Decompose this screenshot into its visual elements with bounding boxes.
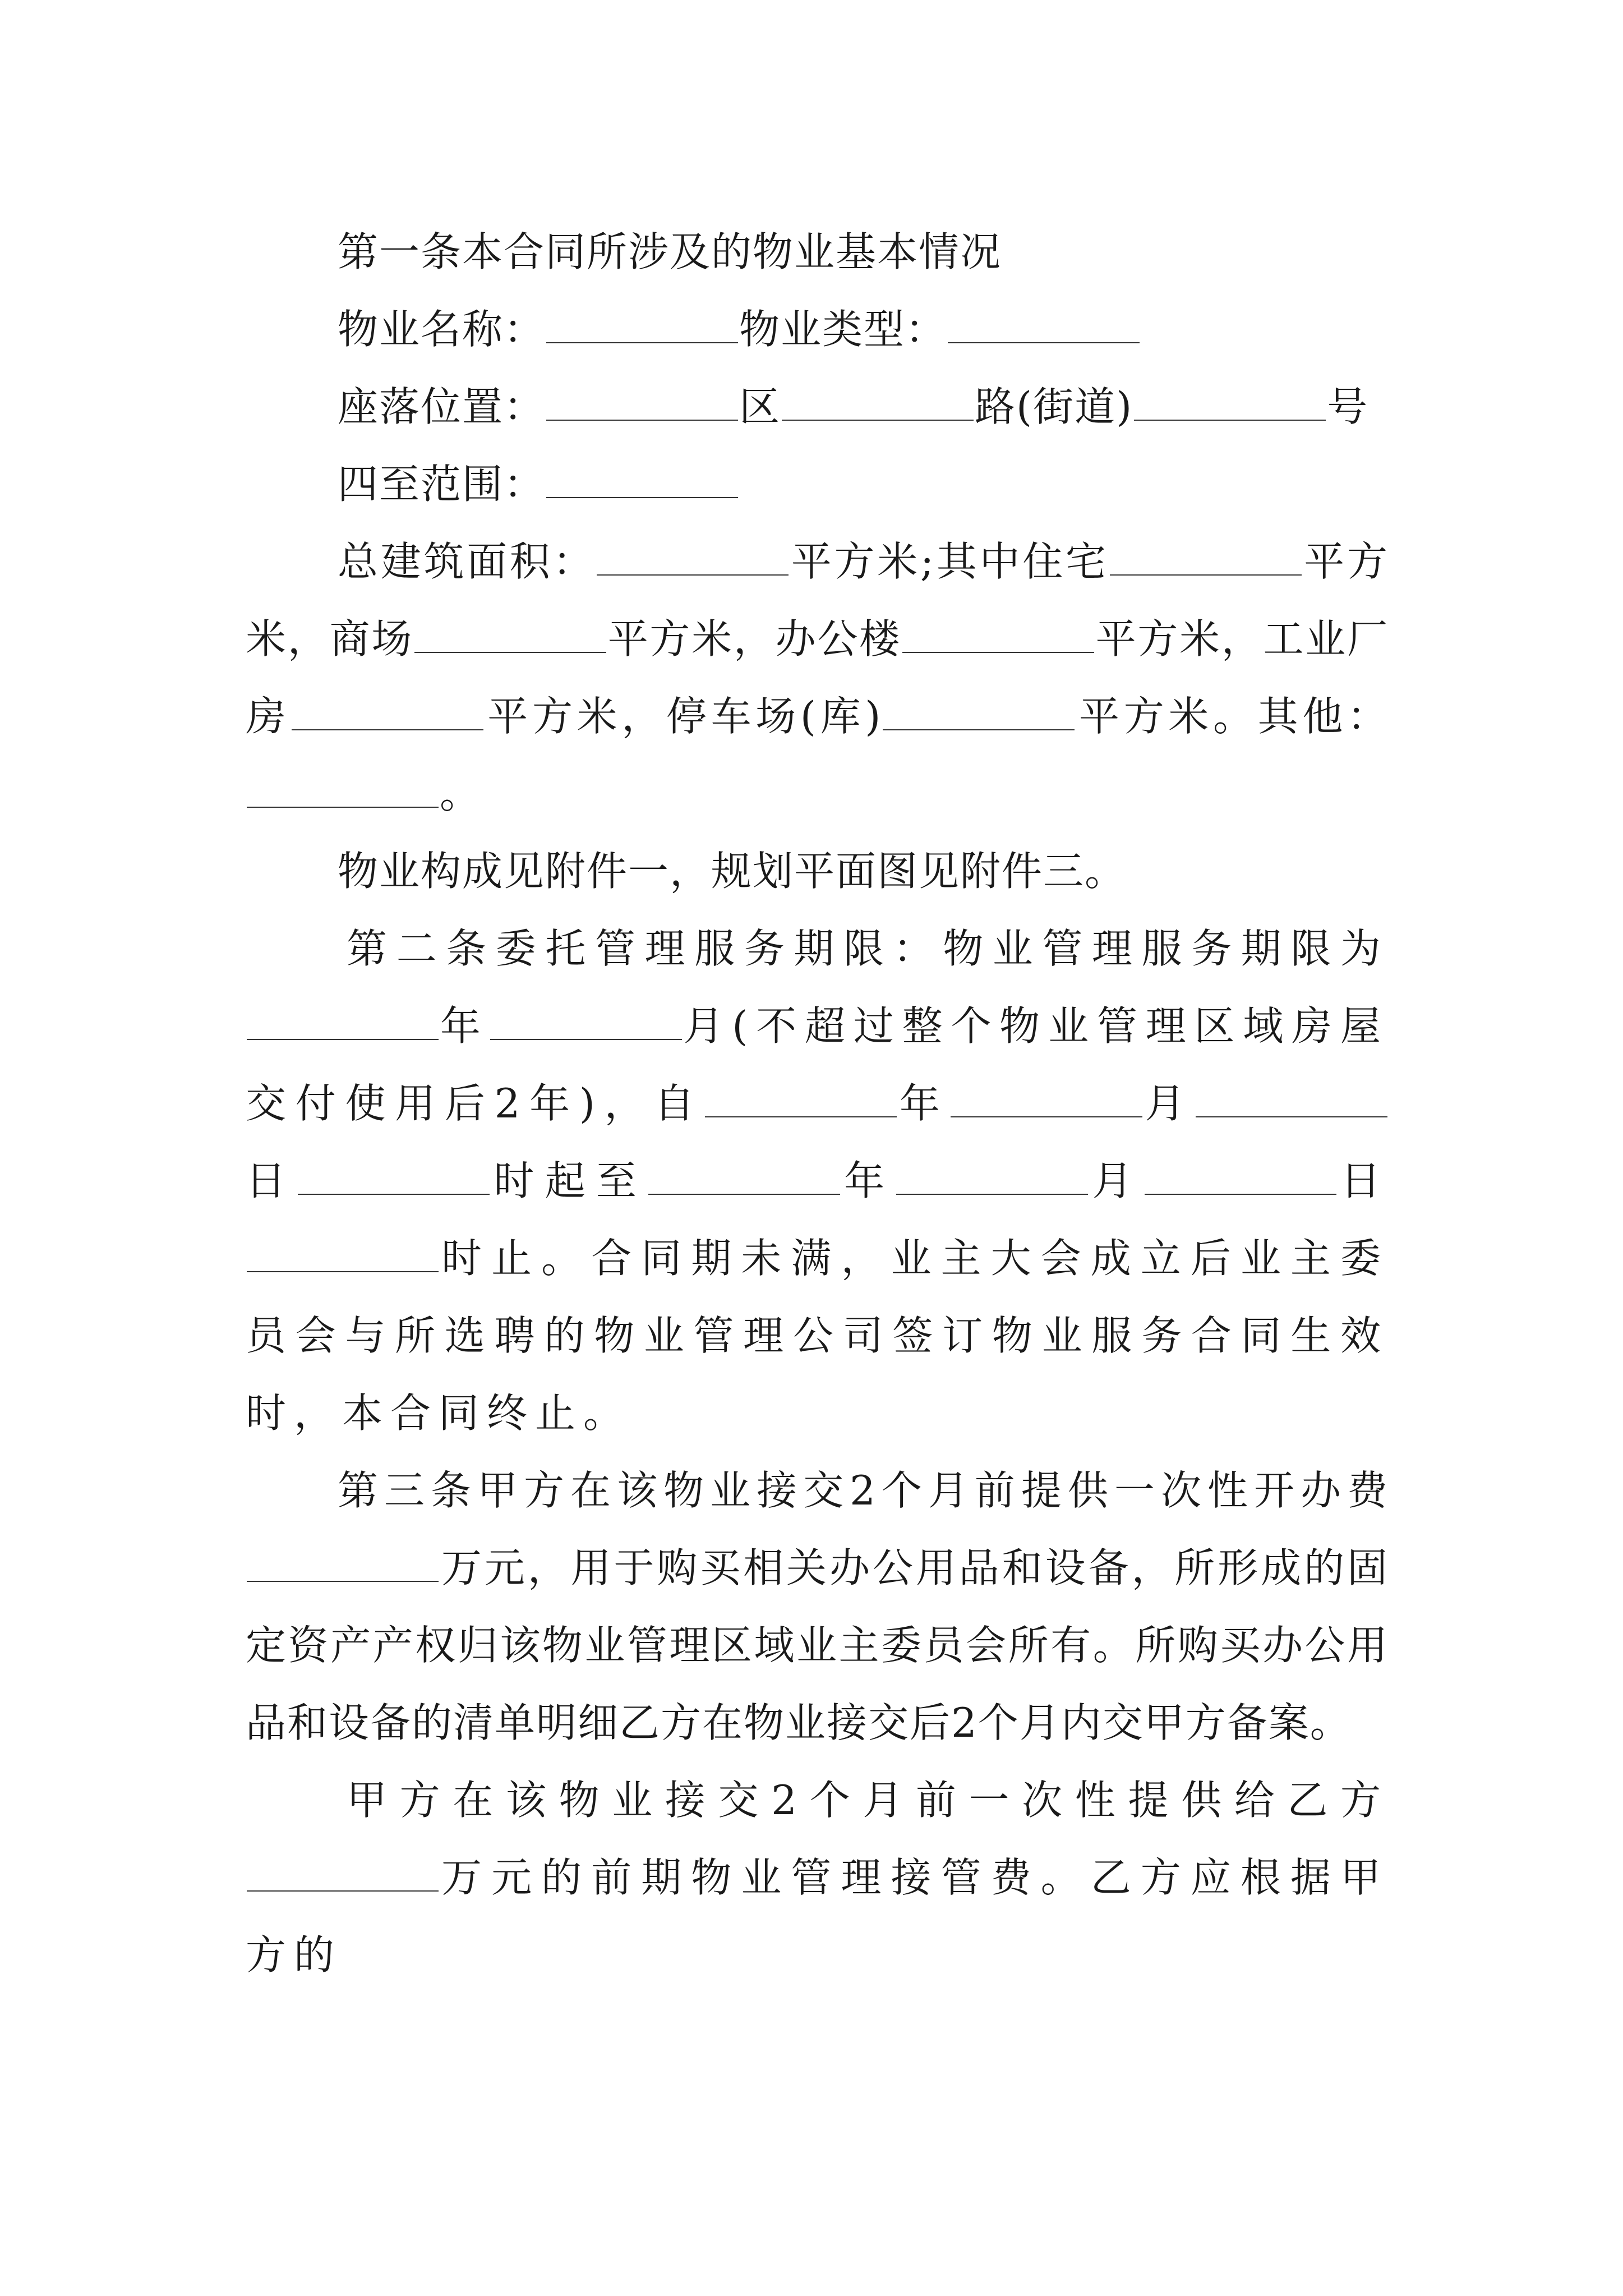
parking-label: 平方米，停车场(库) [484,693,882,740]
end-month-blank[interactable] [896,1159,1088,1195]
term-years-label: 年 [440,1002,489,1050]
number-label: 号 [1327,383,1369,430]
property-type-blank[interactable] [948,307,1140,343]
start-year-label: 年 [898,1080,949,1127]
attachments-line [246,832,1389,910]
setup-fee-blank[interactable] [247,1546,439,1582]
residential-label: 平方米;其中住宅 [790,538,1109,585]
takeover-fee-text: 万元的前期物业管理接管费。乙方应根据甲方的 [246,1854,1389,1978]
end-hour-blank[interactable] [247,1236,439,1272]
road-blank[interactable] [782,385,974,421]
boundary-blank[interactable] [546,462,738,498]
total-area-blank[interactable] [597,540,789,576]
total-area-label: 总建筑面积： [338,538,596,585]
factory-blank[interactable] [292,694,483,730]
factory-label: 平方米，工业厂房 [246,615,1389,740]
takeover-fee-label: 甲方在该物业接交2个月前一次性提供给乙方 [347,1777,1389,1824]
term-end-text: 时止。合同期未满，业主大会成立后业主委员会与所选聘的物业管理公司签订物业服务合同生效时，本合同终止。 [246,1235,1389,1437]
district-label: 区 [739,383,781,430]
location-label: 座落位置： [338,383,546,430]
residential-blank[interactable] [1110,540,1302,576]
end-year-blank[interactable] [648,1159,840,1195]
end-day-blank[interactable] [1145,1159,1336,1195]
attachments-text: 物业构成见附件一，规划平面图见附件三。 [338,848,1127,895]
area-paragraph [246,523,1389,832]
start-year-blank[interactable] [705,1082,897,1117]
parking-blank[interactable] [883,694,1075,730]
start-day-label: 日 [246,1157,297,1204]
start-month-blank[interactable] [951,1082,1142,1117]
article-1-heading [246,213,1389,291]
other-label: 平方米。其他： [1076,693,1389,740]
term-months-label: 月(不超过整个物业管理区域房屋交付使用后2年)，自 [246,1002,1389,1127]
mall-blank[interactable] [414,617,606,653]
start-day-blank[interactable] [1196,1082,1387,1117]
area-end: 。 [440,770,482,817]
office-label: 平方米，办公楼 [607,615,901,662]
property-name-label: 物业名称： [338,306,546,353]
setup-fee-text: 万元，用于购买相关办公用品和设备，所形成的固定资产产权归该物业管理区域业主委员会所有。所购买办公用品和设备的清单明细乙方在物业接交后2个月内交甲方备案。 [246,1544,1389,1746]
boundary-line [246,445,1389,523]
property-type-label: 物业类型： [739,306,947,353]
setup-fee-label: 第三条甲方在该物业接交2个月前提供一次性开办费 [338,1467,1389,1514]
start-hour-blank[interactable] [298,1159,490,1195]
number-blank[interactable] [1134,385,1326,421]
term-label: 第二条委托管理服务期限：物业管理服务期限为 [347,925,1389,972]
article-3-paragraph [246,1452,1389,1761]
takeover-fee-paragraph [246,1761,1389,1994]
office-blank[interactable] [902,617,1094,653]
document-body [246,213,1389,1994]
location-line [246,368,1389,445]
boundary-label: 四至范围： [338,461,546,508]
road-label: 路(街道) [975,383,1133,430]
district-blank[interactable] [546,385,738,421]
term-months-blank[interactable] [490,1004,682,1040]
end-year-label: 年 [841,1157,896,1204]
property-name-blank[interactable] [546,307,738,343]
property-name-type-line [246,291,1389,368]
mall-label: 平方米，商场 [246,538,1389,662]
article-1-title: 第一条本合同所涉及的物业基本情况 [338,228,1002,275]
start-hour-label: 时起至 [491,1157,647,1204]
other-blank[interactable] [247,772,439,808]
start-month-label: 月 [1143,1080,1195,1127]
end-month-label: 月 [1089,1157,1144,1204]
term-years-blank[interactable] [247,1004,439,1040]
end-day-label: 日 [1337,1157,1389,1204]
takeover-fee-blank[interactable] [247,1856,439,1892]
article-2-paragraph [246,910,1389,1452]
